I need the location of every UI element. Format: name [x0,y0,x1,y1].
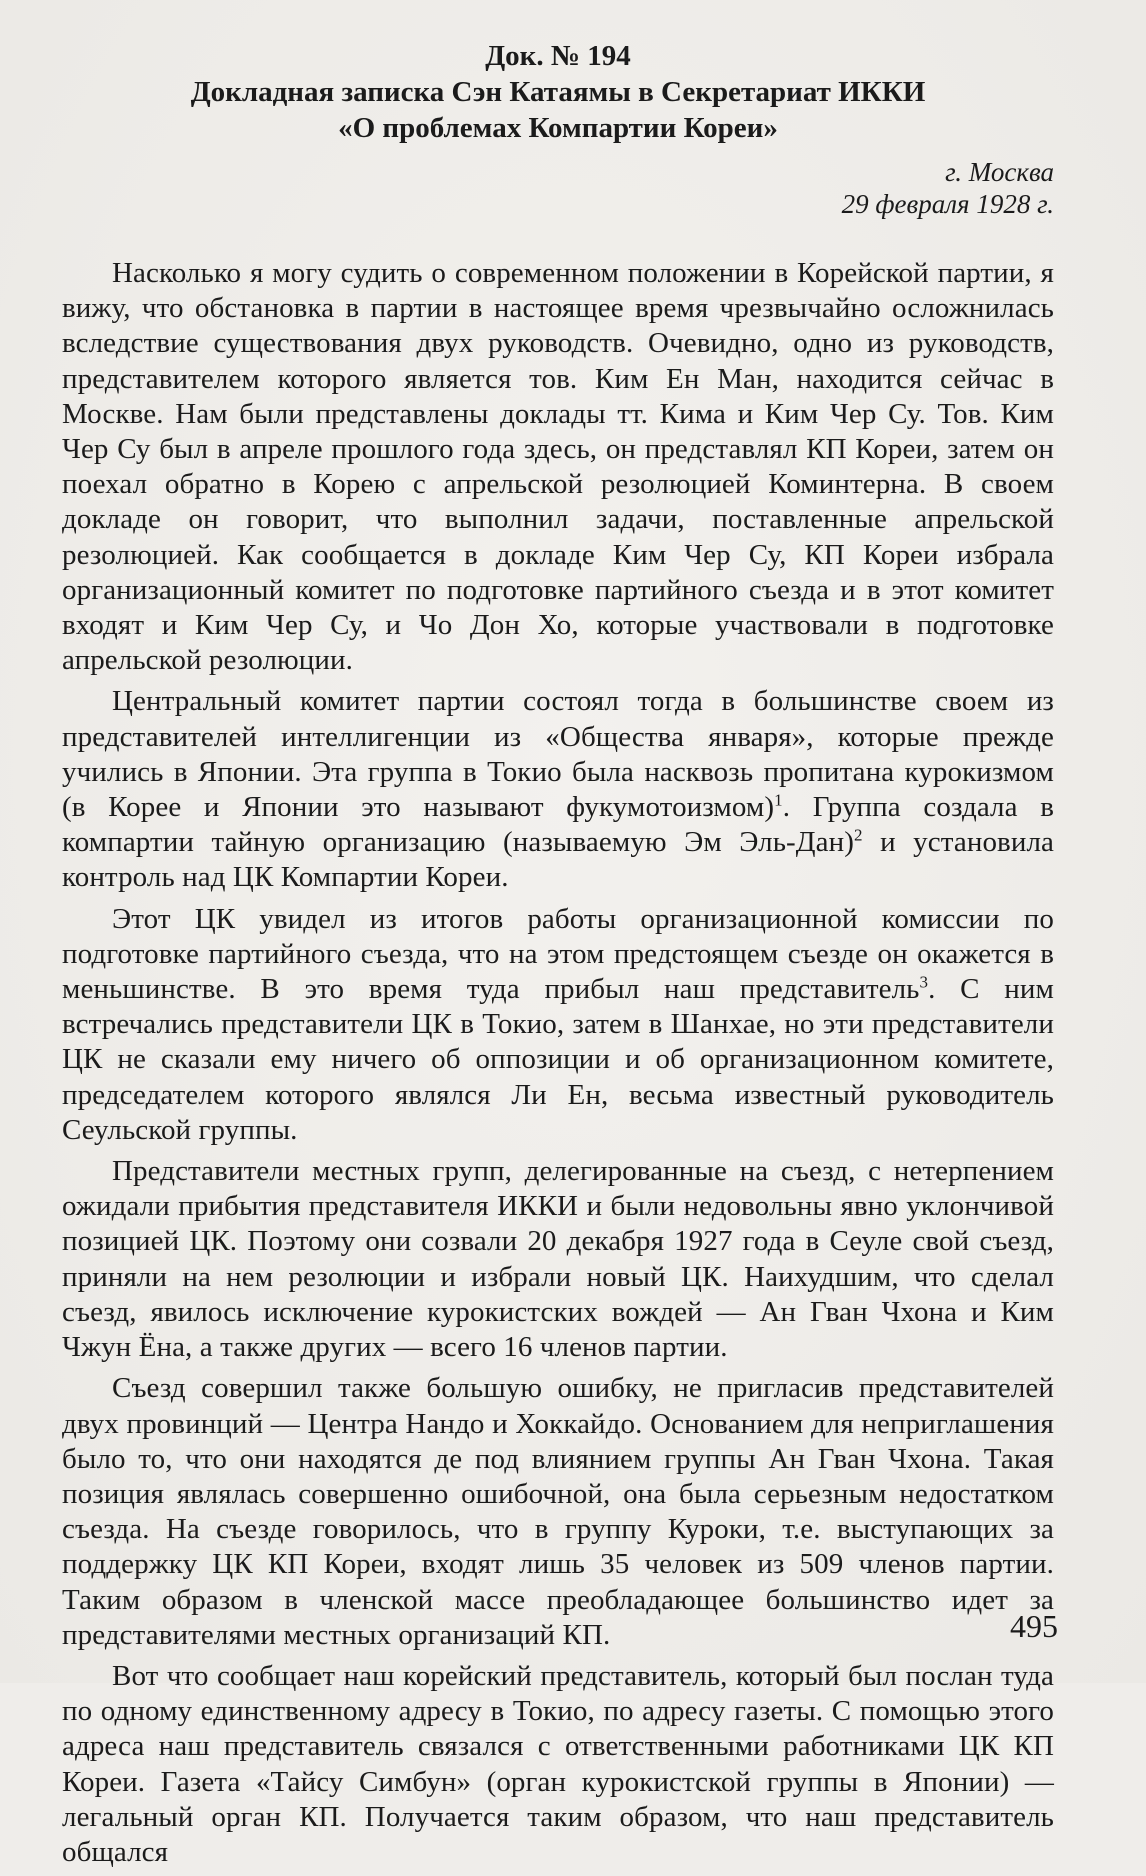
paragraph-2-part-c: и установила контроль над ЦК Компартии Кореи. [62,826,1055,894]
footnote-ref-1: 1 [774,790,783,810]
paragraph-1: Насколько я могу судить о современном положении в Корейской партии, я вижу, что обстановка в партии в настоящее время чрезвычайно осложнилась вследствие существования двух руководств. Очевидно, одно из руководств, представителем которого является тов. Ким Ен Ман, находится сейчас в Москве. Нам были представлены доклады тт. Кима и Ким Чер Су. Тов. Ким Чер Су был в апреле прошлого года здесь, он представлял КП Кореи, затем он поехал обратно в Корею с апрельской резолюцией Коминтерна. В своем докладе он говорит, что выполнил задачи, поставленные апрельской резолюцией. Как сообщается в докладе Ким Чер Су, КП Кореи избрала организационный комитет по подготовке партийного съезда и в этот комитет входят и Ким Чер Су, и Чо Дон Хо, которые участвовали в подготовке апрельской резолюции. [62,257,1054,677]
paragraph-2-part-a: Центральный комитет партии состоял тогда в большинстве своем из представителей интеллигенции из «Общества января», которые прежде учились в Японии. Эта группа в Токио была насквозь пропитана курокизмом (в Корее и Японии это называют фукумотоизмом) [62,685,1054,824]
document-body [62,256,1054,1870]
paragraph-3-part-b: . С ним встречались представители ЦК в Токио, затем в Шанхае, но эти представители ЦК не сказали ему ничего об оппозиции и об организационном комитете, председателем которого являлся Ли Ен, весьма известный руководитель Сеульской группы. [62,973,1054,1146]
paragraph-6: Вот что сообщает наш корейский представитель, который был послан туда по одному единственному адресу в Токио, по адресу газеты. С помощью этого адреса наш представитель связался с ответственными работниками ЦК КП Кореи. Газета «Тайсу Симбун» (орган курокистской группы в Японии) — легальный орган КП. Получается таким образом, что наш представитель общался [62,1659,1054,1868]
page-number: 495 [1010,1608,1058,1644]
paragraph-3-part-a: Этот ЦК увидел из итогов работы организационной комиссии по подготовке партийного съезда, что на этом предстоящем съезде он окажется в меньшинстве. В это время туда прибыл наш представитель [62,902,1054,1006]
paragraph-3 [62,902,1054,1148]
document-content [62,38,1054,1876]
footnote-ref-2: 2 [854,825,863,845]
paragraph-2-part-b: . Группа создала в компартии тайную организацию (называемую Эм Эль-Дан) [62,791,1054,859]
document-title-line-1: Докладная записка Сэн Катаямы в Секретариат ИККИ [190,76,926,108]
paragraph-4: Представители местных групп, делегированные на съезд, с нетерпением ожидали прибытия представителя ИККИ и были недовольны явно уклончивой позицией ЦК. Поэтому они созвали 20 декабря 1927 года в Сеуле свой съезд, приняли на нем резолюции и избрали новый ЦК. Наихудшим, что сделал съезд, явилось исключение курокистских вождей — Ан Гван Чхона и Ким Чжун Ёна, а также других — всего 16 членов партии. [62,1155,1054,1364]
document-date: 29 февраля 1928 г. [841,189,1054,219]
document-place: г. Москва [945,157,1054,187]
footnote-ref-3: 3 [919,972,929,992]
paragraph-2 [62,684,1054,895]
document-title-line-2: «О проблемах Компартии Кореи» [338,112,778,144]
paragraph-5: Съезд совершил также большую ошибку, не пригласив представителей двух провинций — Центра Нандо и Хоккайдо. Основанием для неприглашения было то, что они находятся де под влиянием группы Ан Гван Чхона. Такая позиция являлась совершенно ошибочной, она была серьезным недостатком съезда. На съезде говорилось, что в группу Куроки, т.е. выступающих за поддержку ЦК КП Кореи, входят лишь 35 человек из 509 членов партии. Таким образом в членской массе преобладающее большинство идет за представителями местных организаций КП. [62,1372,1054,1651]
document-number: Док. № 194 [485,40,631,72]
